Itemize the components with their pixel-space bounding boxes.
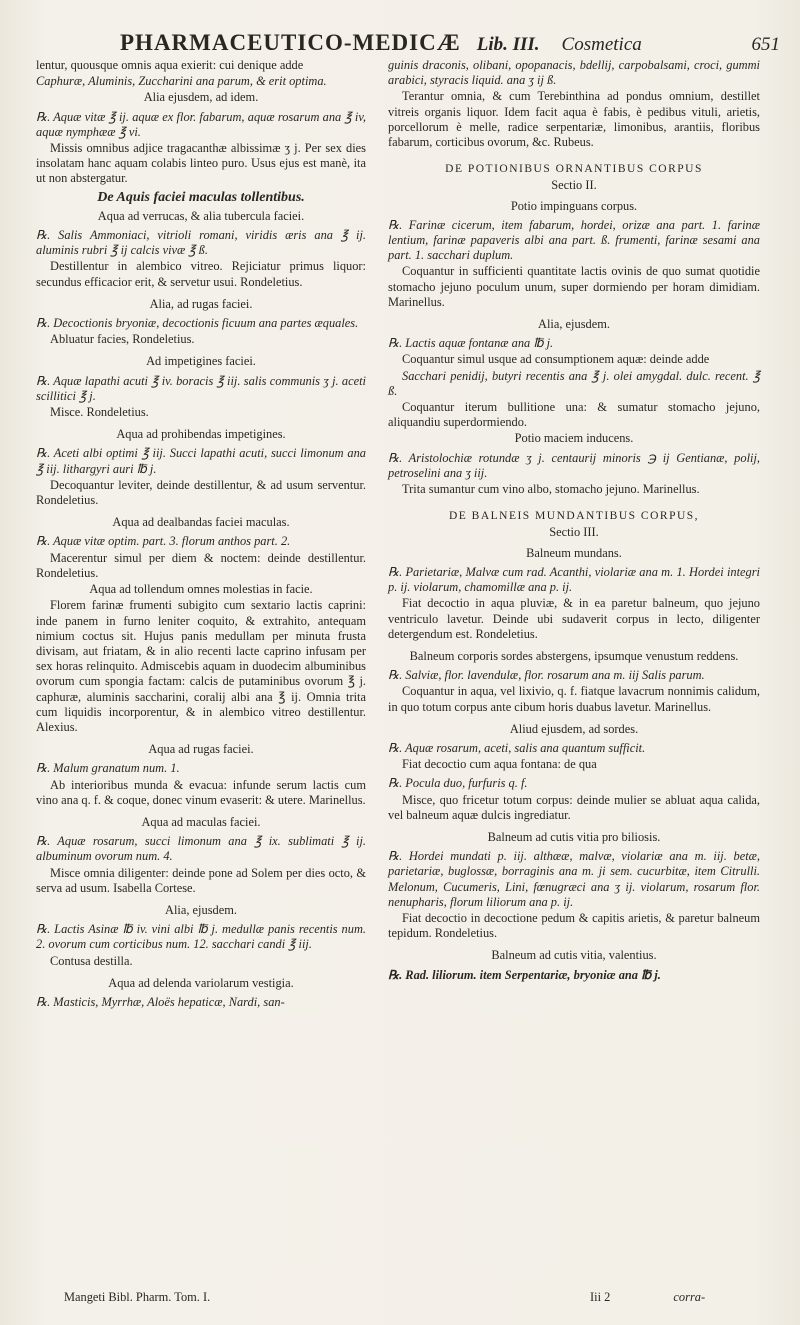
right-paragraph: Fiat decoctio in aqua pluviæ, & in ea paretur balneum, quo jejuno ventriculo lavetur. Deinde ubi sudaverit corpus in lecto, diligenter detergendum est. Rondeletius. — [388, 596, 760, 641]
left-paragraph: Aqua ad verrucas, & alia tubercula faciei. — [97, 208, 305, 223]
right-paragraph: ℞. Farinæ cicerum, item fabarum, hordei, orizæ ana part. 1. farinæ lentium, farinæ papaveris albi ana part. ß. frumenti, farinæ sesami ana part. 1. sacchari duplum. — [388, 217, 760, 263]
footer-signature-line — [590, 1290, 705, 1305]
left-paragraph: Aqua ad delenda variolarum vestigia. — [108, 975, 294, 990]
left-paragraph: ℞. Masticis, Myrrhæ, Aloës hepaticæ, Nardi, san- — [36, 994, 285, 1009]
left-paragraph: ℞. Aceti albi optimi ℥ iij. Succi lapathi acuti, succi limonum ana ℥ iij. lithargyri auri ℔ j. — [36, 446, 366, 476]
right-paragraph: ℞. Aquæ rosarum, aceti, salis ana quantum sufficit. — [388, 740, 646, 755]
right-paragraph: ℞. Aristolochiæ rotundæ ʒ j. centaurij minoris ℈ ij Gentianæ, polij, petroselini ana ʒ iij. — [388, 450, 760, 480]
right-paragraph: ℞. Hordei mundati p. iij. althææ, malvæ, violariæ ana m. iij. betæ, parietariæ, buglossæ, borraginis ana m. ji sem. cucurbitæ, item Citrulli. Melonum, Cucumeris, Lini, fœnugræci ana ʒ ij. violarum, rosarum flor. nenupharis, florum liliorum ana p. ij. — [388, 849, 760, 909]
right-paragraph: Balneum ad cutis vitia, valentius. — [491, 948, 657, 963]
left-paragraph: Macerentur simul per diem & noctem: deinde destillentur. Rondeletius. — [36, 550, 366, 580]
right-column — [388, 58, 760, 984]
right-paragraph: Potio impinguans corpus. — [510, 198, 638, 213]
right-paragraph: Balneum ad cutis vitia pro biliosis. — [487, 829, 661, 844]
left-paragraph: Aqua ad maculas faciei. — [141, 814, 261, 829]
right-paragraph: guinis draconis, olibani, opopanacis, bdellij, carpobalsami, croci, gummi arabici, styracis liquid. ana ʒ ij ß. — [388, 58, 760, 88]
left-paragraph: ℞. Aquæ rosarum, succi limonum ana ℥ ix. sublimati ℥ ij. albuminum ovorum num. 4. — [36, 834, 366, 864]
left-paragraph: Abluatur facies, Rondeletius. — [50, 332, 195, 347]
right-paragraph: Coquantur iterum bullitione una: & sumatur stomacho jejuno, aliquandiu superdormiendo. — [388, 400, 760, 430]
left-paragraph: Alia, ad rugas faciei. — [149, 296, 253, 311]
right-paragraph: Balneum mundans. — [526, 545, 622, 560]
left-paragraph: ℞. Lactis Asinæ ℔ iv. vini albi ℔ j. medullæ panis recentis num. 2. ovorum cum corticibus num. 12. sacchari candi ℥ iij. — [36, 922, 366, 952]
left-paragraph: ℞. Decoctionis bryoniæ, decoctionis ficuum ana partes æquales. — [36, 316, 359, 331]
right-paragraph: Balneum corporis sordes abstergens, ipsumque venustum reddens. — [409, 648, 739, 663]
right-paragraph: ℞. Salviæ, flor. lavendulæ, flor. rosarum ana m. iij Salis parum. — [388, 668, 705, 683]
header-section: Cosmetica — [561, 34, 642, 55]
header-title: PHARMACEUTICO-MEDICÆ — [120, 30, 461, 55]
left-paragraph: Aqua ad dealbandas faciei maculas. — [112, 515, 290, 530]
right-paragraph: Sacchari penidij, butyri recentis ana ℥ j. olei amygdal. dulc. recent. ℥ ß. — [388, 368, 760, 398]
right-paragraph: DE POTIONIBUS ORNANTIBUS CORPUS — [445, 163, 703, 176]
left-paragraph: Florem farinæ frumenti subigito cum sextario lactis caprini: inde panem in furno leniter coquito, & extrahito, antequam nimium coctus sit. Hujus panis medullam per minuta frusta divisam, aut friatam, & in alio recenti lacte caprino infusam per sex horas relinquito. Admiscebis aquam in duodecim albuminibus ovorum cum spongia factam: calcis de putaminibus ovorum ℥ j. caphuræ, aluminis saccharini, coralij albi ana ℥ ij. Omnia trita cum liquidis incorporentur, & in alembico vitreo destillentur. Alexius. — [36, 598, 366, 734]
right-paragraph: Fiat decoctio in decoctione pedum & capitis arietis, & paretur balneum tepidum. Rondeletius. — [388, 910, 760, 941]
left-paragraph: Decoquantur leviter, deinde destillentur, & ad usum serventur. Rondeletius. — [36, 477, 366, 508]
running-header — [120, 30, 780, 56]
right-paragraph: Fiat decoctio cum aqua fontana: de qua — [402, 757, 597, 772]
left-paragraph: Alia ejusdem, ad idem. — [143, 90, 259, 105]
left-paragraph: Aqua ad prohibendas impetigines. — [116, 427, 286, 442]
left-paragraph: Ab interioribus munda & evacua: infunde serum lactis cum vino ana q. f. & coque, donec vinum evaserit: & utere. Marinellus. — [36, 777, 366, 807]
left-paragraph: Alia, ejusdem. — [165, 902, 237, 917]
left-paragraph: ℞. Aquæ vitæ optim. part. 3. florum anthos part. 2. — [36, 534, 291, 549]
right-paragraph: Coquantur in sufficienti quantitate lactis ovinis de quo sumat quotidie stomacho jejuno poculum unum, super dormiendo per horam dimidiam. Marinellus. — [388, 264, 760, 309]
left-paragraph: Misce. Rondeletius. — [50, 405, 149, 420]
left-paragraph: ℞. Aquæ lapathi acuti ℥ iv. boracis ℥ iij. salis communis ʒ j. aceti scillitici ℥ j. — [36, 373, 366, 403]
footer-imprint: Mangeti Bibl. Pharm. Tom. I. — [64, 1290, 211, 1304]
left-paragraph: Aqua ad tollendum omnes molestias in facie. — [89, 582, 313, 597]
catchword: corra- — [673, 1290, 706, 1304]
right-paragraph: ℞. Lactis aquæ fontanæ ana ℔ j. — [388, 336, 554, 351]
right-paragraph: Trita sumantur cum vino albo, stomacho jejuno. Marinellus. — [402, 482, 700, 497]
left-paragraph: Caphuræ, Aluminis, Zuccharini ana parum, & erit optima. — [36, 74, 327, 89]
left-paragraph: Misce omnia diligenter: deinde pone ad Solem per dies octo, & serva ad usum. Isabella Cortese. — [36, 865, 366, 895]
left-paragraph: Aqua ad rugas faciei. — [148, 742, 254, 757]
left-paragraph: Destillentur in alembico vitreo. Rejiciatur primus liquor: secundus efficacior erit, & servetur usui. Rondeletius. — [36, 259, 366, 289]
left-paragraph: Missis omnibus adjice tragacanthæ albissimæ ʒ j. Per sex dies insolatam hanc aquam colabis linteo puro. Usus ejus est manè, ita ut non abstergatur. — [36, 141, 366, 186]
left-paragraph: lentur, quousque omnis aqua exierit: cui denique adde — [36, 58, 304, 72]
right-paragraph: ℞. Pocula duo, furfuris q. f. — [388, 776, 528, 791]
page-number: 651 — [751, 34, 780, 55]
left-paragraph: ℞. Aquæ vitæ ℥ ij. aquæ ex flor. fabarum, aquæ rosarum ana ℥ iv, aquæ nymphææ ℥ vi. — [36, 109, 366, 139]
right-paragraph: Coquantur simul usque ad consumptionem aquæ: deinde adde — [402, 352, 710, 367]
left-paragraph: ℞. Salis Ammoniaci, vitrioli romani, viridis æris ana ℥ ij. aluminis rubri ℥ ij calcis vivæ ℥ ß. — [36, 228, 366, 258]
right-paragraph: Potio maciem inducens. — [514, 431, 634, 446]
right-paragraph: Terantur omnia, & cum Terebinthina ad pondus omnium, destillet vitreis organis liquor. Idem facit aqua è fabis, è pedibus vituli, arietis, porcellorum è melle, radice serpentariæ, limonibus, arantiis, floribus fabarum, corticibus ovorum, &c. Rubeus. — [388, 89, 760, 150]
left-paragraph: ℞. Malum granatum num. 1. — [36, 761, 180, 776]
header-book: Lib. III. — [476, 34, 540, 55]
right-paragraph: Aliud ejusdem, ad sordes. — [509, 721, 639, 736]
right-paragraph: Sectio III. — [549, 525, 599, 540]
left-paragraph: De Aquis faciei maculas tollentibus. — [97, 189, 305, 205]
right-paragraph: Misce, quo fricetur totum corpus: deinde mulier se abluat aqua calida, vel balneum aquæ dulcis ingrediatur. — [388, 792, 760, 822]
signature-mark: Iii 2 — [590, 1290, 611, 1304]
right-paragraph: DE BALNEIS MUNDANTIBUS CORPUS, — [448, 510, 700, 523]
right-paragraph: Coquantur in aqua, vel lixivio, q. f. fiatque lavacrum nonnimis calidum, in quo totum corpus ante cibum horis duabus lavetur. Marinellus. — [388, 684, 760, 714]
right-paragraph: ℞. Parietariæ, Malvæ cum rad. Acanthi, violariæ ana m. 1. Hordei integri p. ij. violarum, chamomillæ ana p. ij. — [388, 564, 760, 595]
left-paragraph: Contusa destilla. — [50, 953, 133, 968]
left-column — [36, 58, 366, 1011]
left-paragraph: Ad impetigines faciei. — [146, 354, 256, 369]
right-paragraph: ℞. Rad. liliorum. item Serpentariæ, bryoniæ ana ℔ j. — [388, 967, 661, 982]
right-paragraph: Alia, ejusdem. — [538, 317, 610, 332]
right-paragraph: Sectio II. — [551, 178, 597, 193]
